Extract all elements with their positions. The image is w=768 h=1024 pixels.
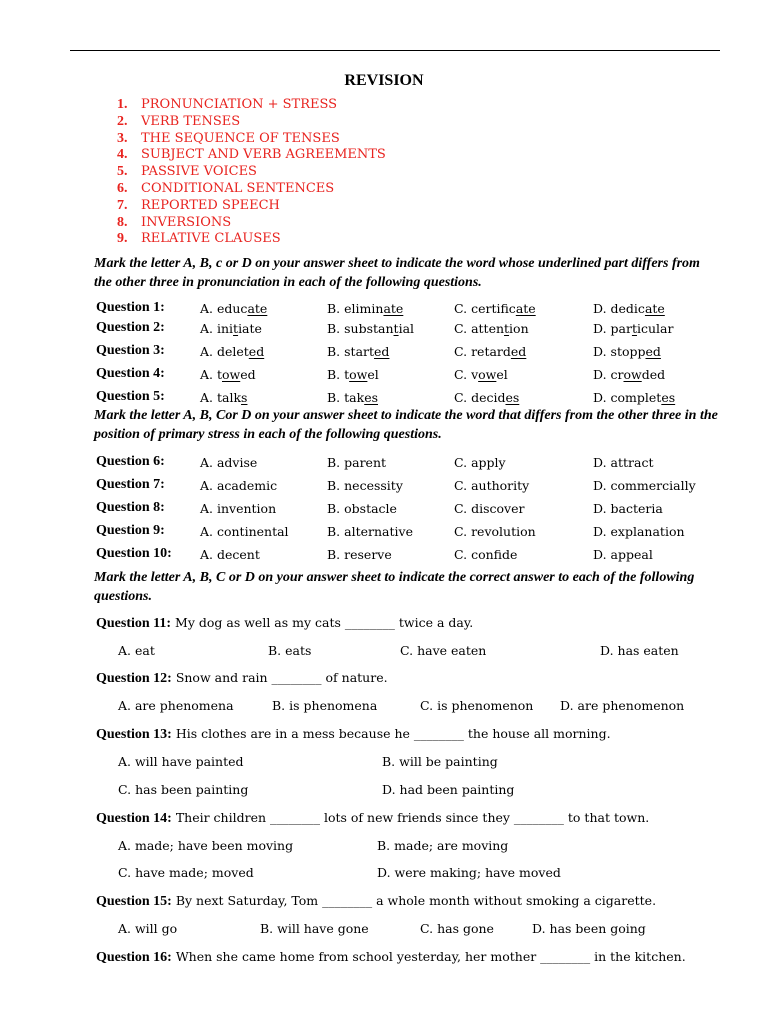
option-text: D. par [593,321,632,336]
answer-option: A. made; have been moving [118,838,294,853]
question-label: Question 2: [96,320,165,335]
topic-label: RELATIVE CLAUSES [141,231,281,247]
underlined-part: es [505,390,520,405]
option-text: el [496,367,508,382]
question-label: Question 3: [96,343,165,358]
option-text: C. decid [454,390,506,405]
option-text: B. start [327,344,375,359]
topic-number: 6. [117,181,128,196]
topic-number: 9. [117,231,128,247]
question-label: Question 15: [96,894,172,909]
answer-option [454,367,508,382]
underlined-part: s [241,390,248,405]
answer-option: D. has been going [532,921,646,936]
topic-item [117,147,386,163]
answer-option: B. is phenomena [272,698,378,713]
option-text: icular [636,321,674,336]
answer-option: A. academic [200,478,278,493]
answer-option [593,321,673,336]
answer-option [593,367,665,382]
option-text: A. t [200,367,222,382]
underlined-part: t [233,321,239,336]
topic-label: VERB TENSES [141,113,241,129]
question-text: Their children ________ lots of new friends since they ________ to that town. [171,810,650,825]
answer-option [200,344,264,359]
answer-option: B. reserve [327,547,392,562]
answer-option: D. commercially [593,478,696,493]
option-text: A. ini [200,321,234,336]
question-label: Question 7: [96,477,165,492]
answer-option [327,367,379,382]
answer-option: D. explanation [593,524,685,539]
question-label: Question 16: [96,950,172,965]
answer-option: C. has been painting [118,782,249,797]
topic-number: 5. [117,164,128,180]
instruction-pronunciation: Mark the letter A, B, c or D on your answer sheet to indicate the word whose underlined part differs from the other three in pronunciation in each of the following questions. [94,256,700,290]
question-stem [96,893,656,910]
option-text: D. cr [593,367,624,382]
answer-option: D. has eaten [600,643,679,658]
topic-item [117,198,280,214]
answer-option [593,301,665,316]
answer-option: A. are phenomena [118,698,234,713]
answer-option: A. eat [118,643,155,658]
topic-number: 1. [117,97,128,112]
option-text: ded [641,367,666,382]
answer-option [454,344,526,359]
underlined-part: ow [478,367,497,382]
answer-option: C. discover [454,501,525,516]
answer-option [593,390,675,405]
answer-option: B. eats [268,643,312,658]
question-label: Question 1: [96,300,165,315]
answer-option: C. apply [454,455,506,470]
answer-option: C. revolution [454,524,536,539]
option-text: C. certific [454,301,516,316]
answer-option: B. will be painting [382,754,498,769]
answer-option: C. have made; moved [118,865,254,880]
answer-option [454,390,519,405]
topic-item [117,231,281,247]
answer-option [200,390,247,405]
topic-item [117,114,240,130]
answer-option: D. had been painting [382,782,515,797]
topic-item [117,181,334,197]
option-text: ion [509,321,529,336]
option-text: B. substan [327,321,394,336]
underlined-part: t [631,321,637,336]
answer-option [327,390,378,405]
option-text: B. tak [327,390,365,405]
topic-item [117,131,340,147]
option-text: el [367,367,379,382]
answer-option: B. obstacle [327,501,397,516]
answer-option [200,301,267,316]
option-text: D. dedic [593,301,645,316]
option-text: C. v [454,367,479,382]
question-text: When she came home from school yesterday, her mother ________ in the kitchen. [171,949,686,964]
underlined-part: es [661,390,676,405]
answer-option: B. will have gone [260,921,369,936]
underlined-part: t [393,321,399,336]
answer-option: C. authority [454,478,530,493]
option-text: D. stopp [593,344,646,359]
topic-number: 7. [117,197,128,213]
instruction-grammar: Mark the letter A, B, C or D on your answer sheet to indicate the correct answer to each of the following questions. [94,570,695,604]
option-text: C. atten [454,321,505,336]
underlined-part: ed [248,344,265,359]
underlined-part: ate [247,301,268,316]
question-label: Question 5: [96,389,165,404]
answer-option: C. have eaten [400,643,487,658]
answer-option [327,301,403,316]
answer-option: A. invention [200,501,277,516]
question-label: Question 10: [96,546,172,561]
question-stem [96,949,686,966]
question-stem [96,670,388,687]
question-label: Question 11: [96,616,172,631]
answer-option [200,321,262,336]
answer-option: C. has gone [420,921,494,936]
question-text: His clothes are in a mess because he ________ the house all morning. [171,726,611,741]
question-label: Question 8: [96,500,165,515]
topic-label: INVERSIONS [141,214,232,230]
question-label: Question 6: [96,454,165,469]
underlined-part: ate [383,301,404,316]
underlined-part: es [364,390,378,405]
topic-label: SUBJECT AND VERB AGREEMENTS [141,147,386,163]
answer-option: D. are phenomenon [560,698,685,713]
option-text: B. t [327,367,350,382]
answer-option: C. confide [454,547,518,562]
question-label: Question 4: [96,366,165,381]
answer-option: A. advise [200,455,258,470]
underlined-part: t [504,321,510,336]
question-label: Question 9: [96,523,165,538]
topic-label: CONDITIONAL SENTENCES [141,181,335,196]
answer-option: A. will go [118,921,178,936]
topic-number: 3. [117,130,128,146]
option-text: ial [398,321,415,336]
topic-number: 2. [117,113,128,129]
question-text: By next Saturday, Tom ________ a whole month without smoking a cigarette. [171,893,657,908]
question-text: Snow and rain ________ of nature. [171,670,388,685]
option-text: A. delet [200,344,249,359]
answer-option: C. is phenomenon [420,698,534,713]
question-stem [96,810,649,827]
answer-option [593,344,661,359]
answer-option [454,301,536,316]
answer-option: A. will have painted [118,754,244,769]
answer-option: D. appeal [593,547,653,562]
answer-option: A. decent [200,547,260,562]
topic-label: THE SEQUENCE OF TENSES [141,130,340,146]
underlined-part: ed [510,344,527,359]
topic-label: REPORTED SPEECH [141,197,280,213]
question-label: Question 14: [96,811,172,826]
topic-item [117,164,257,180]
option-text: iate [238,321,262,336]
top-rule [70,50,720,51]
underlined-part: ow [349,367,368,382]
topic-label: PASSIVE VOICES [141,164,257,180]
topic-number: 8. [117,214,128,230]
question-text: My dog as well as my cats ________ twice a day. [171,615,474,630]
instruction-stress: Mark the letter A, B, Cor D on your answer sheet to indicate the word that differs from the other three in the position of primary stress in each of the following questions. [94,408,718,442]
question-stem [96,726,611,743]
answer-option: D. attract [593,455,654,470]
answer-option [327,321,414,336]
answer-option [200,367,256,382]
topic-label: PRONUNCIATION + STRESS [141,97,338,112]
topic-item [117,97,337,113]
question-label: Question 13: [96,727,172,742]
answer-option [454,321,529,336]
underlined-part: ed [374,344,390,359]
question-label: Question 12: [96,671,172,686]
underlined-part: ate [515,301,536,316]
answer-option: D. bacteria [593,501,663,516]
answer-option: B. parent [327,455,387,470]
underlined-part: ate [644,301,665,316]
underlined-part: ow [222,367,241,382]
topic-number: 4. [117,147,128,163]
answer-option: B. alternative [327,524,413,539]
page-title: REVISION [344,72,424,89]
underlined-part: ed [645,344,661,359]
option-text: A. talk [200,390,242,405]
option-text: C. retard [454,344,511,359]
option-text: B. elimin [327,301,384,316]
answer-option: D. were making; have moved [377,865,561,880]
option-text: D. complet [593,390,662,405]
answer-option [327,344,389,359]
topic-item [117,215,231,231]
answer-option: B. made; are moving [377,838,509,853]
question-stem [96,615,473,632]
answer-option: B. necessity [327,478,403,493]
answer-option: A. continental [200,524,289,539]
option-text: ed [240,367,256,382]
option-text: A. educ [200,301,248,316]
underlined-part: ow [623,367,642,382]
